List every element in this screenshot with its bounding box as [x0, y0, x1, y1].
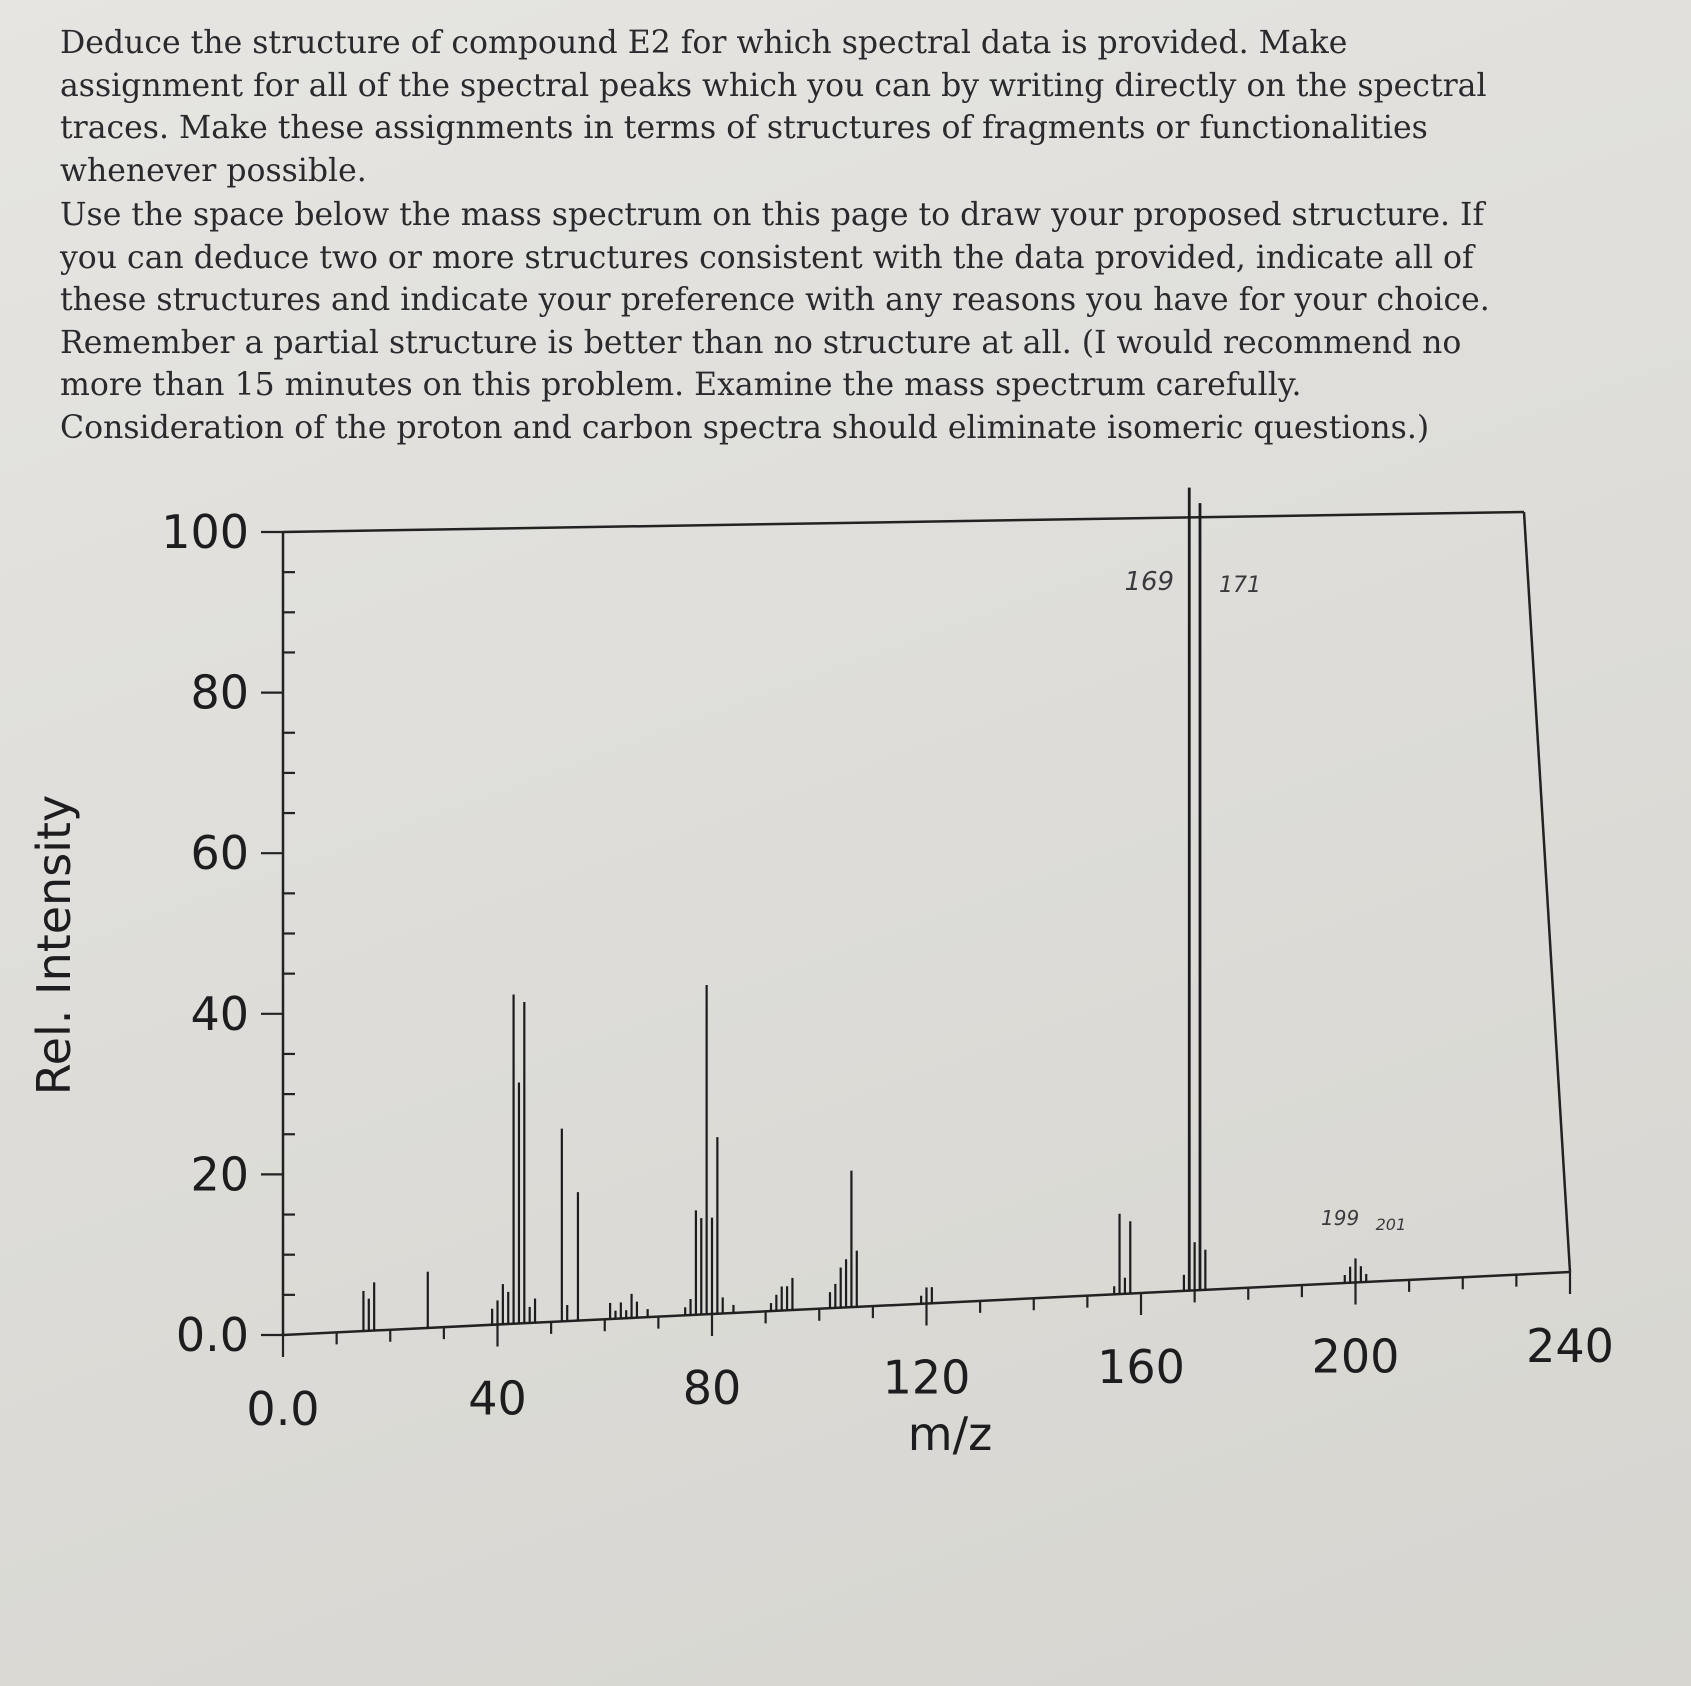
y-tick-label: 60 [190, 826, 249, 881]
y-axis-label: Rel. Intensity [27, 794, 81, 1096]
x-tick-label: 0.0 [246, 1382, 320, 1436]
peak-annotation: 201 [1375, 1215, 1407, 1234]
y-tick-label: 40 [190, 986, 249, 1041]
y-tick-label: 20 [190, 1147, 249, 1202]
spectrum-peaks [363, 488, 1366, 1331]
peak-annotation: 169 [1124, 567, 1175, 597]
x-tick-label: 240 [1526, 1319, 1614, 1373]
question-paragraph-1: Deduce the structure of compound E2 for which spectral data is provided. Make assignment for all of the spectral peaks which you can by writing directly on the spectral traces. Make these assignments in terms of structures of fragments or functionalities whenever possible. [60, 25, 1487, 189]
y-tick-label: 0.0 [175, 1308, 249, 1362]
peak-annotation: 199 [1321, 1206, 1360, 1230]
x-tick-label: 120 [882, 1350, 971, 1405]
handwritten-annotations [1124, 567, 1406, 1234]
plot-frame-right [1524, 512, 1570, 1272]
x-tick-label: 40 [468, 1371, 527, 1426]
plot-frame-top [283, 512, 1524, 532]
y-axis-ticks [161, 505, 295, 1362]
x-axis-label: m/z [907, 1407, 993, 1461]
x-tick-label: 80 [682, 1361, 742, 1415]
x-tick-label: 200 [1311, 1329, 1400, 1384]
y-tick-label: 80 [190, 665, 249, 720]
question-paragraph-2: Use the space below the mass spectrum on this page to draw your proposed structure. If you can deduce two or more structures consistent with the data provided, indicate all of these structures and indicate your preference with any reasons you have for your choice. Remember a partial structure is better than no structure at all. (I would recommend no more than 15 minutes on this problem. Examine the mass spectrum carefully. Consideration of the proton and carbon spectra should eliminate isomeric questions.) [60, 197, 1490, 446]
x-tick-label: 160 [1097, 1340, 1185, 1394]
peak-annotation: 171 [1218, 573, 1261, 598]
y-tick-label: 100 [161, 505, 249, 559]
